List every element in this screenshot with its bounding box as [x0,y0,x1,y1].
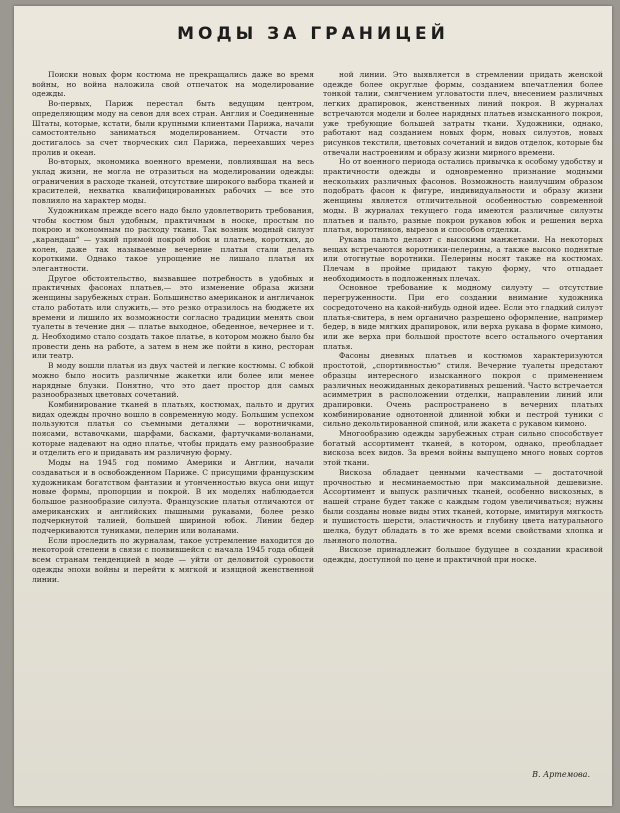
left-column [32,70,314,770]
author-signature: В. Артемова. [532,770,590,779]
paragraph: Во-вторых, экономика военного времени, повлиявшая на весь уклад жизни, не могла не отразиться на моделировании одежды: ограничения в расходе тканей, отсутствие широкого выбора тканей и красителей, нехватка квалифицированных рабочих — все это повлияло на характер моды. [32,157,314,206]
paragraph: Комбинирование тканей в платьях, костюмах, пальто и других видах одежды прочно вошло в современную моду. Большим успехом пользуются платья со съемными деталями — воротничками, поясами, вставочками, шарфами, басками, фартучками-воланами, которые надевают на одно платье, чтобы придать ему разнообразие и отделить его и придавать им различную форму. [32,399,314,458]
paragraph: Фасоны дневных платьев и костюмов характеризуются простотой, „спортивностью“ стиля. Вечерние туалеты предстают образцы интересного изысканного покроя с применением различных неожиданных декоративных решений. Часто встречается асимметрия в расположении отделки, направлении линий или драпировки. Очень распространено в вечерних платьях комбинирование однотонной длинной юбки и пестрой туники с сильно декольтированной спиной, или жакета с рукавом кимоно. [323,351,603,429]
paragraph: В моду вошли платья из двух частей и легкие костюмы. С юбкой можно было носить различные жакетки или более или менее нарядные блузки. Понятно, что это дает простор для самых разнообразных цветовых сочетаний. [32,361,314,400]
paragraph: Во-первых, Париж перестал быть ведущим центром, определяющим моду на севон для всех стран. Англия и Соединенные Штаты, которые, кстати, были крупными клиентами Парижа, начали самостоятельно заниматься моделированием. Отчасти это достигалось за счет творческих сил Парижа, переехавших через пролив и океан. [32,99,314,157]
paragraph: Вискоза обладает ценными качествами — достаточной прочностью и несминаемостью при максимальной дешевизне. Ассортимент и выпуск различных тканей, особенно вискозных, в нашей стране будет также с каждым годом увеличиваться; нужны были созданы новые виды этих тканей, которые, имитируя мягкость и пушистость шерсти, эластичность и глубину цвета натурального шелка, будут обладать в то же время всеми свойствами хлопка и льняного полотна. [323,467,603,545]
paragraph: Художникам прежде всего надо было удовлетворить требования, чтобы костюм был удобным, практичным в носке, простым по покрою и экономным по расходу ткани. Так возник модный силуэт „карандаш“ — узкий прямой покрой юбок и платьев, коротких, до колен, даже так называемые вечерние платья стали делать короткими. Однако такое упрощение не лишало платья их элегантности. [32,205,314,274]
paragraph: Но от военного периода остались привычка к особому удобству и практичности одежды и одновременно признание модными нескольких различных фасонов. Возможность наилучшим образом подобрать фасон к фигуре, индивидуальности и образу жизни женщины является отличительной особенностью современной моды. В журналах текущего года имеются различные силуэты платьев и пальто, разные покрои рукавов юбок и решения верха платья, воротников, вырезов и способов отделки. [323,157,603,235]
paragraph: Моды на 1945 год помимо Америки и Англии, начали создаваться и в освобожденном Париже. С присущими французским художникам богатством фантазии и утонченностью вкуса они ищут новые формы, пропорции и покрой. В их моделях наблюдается большое разнообразие силуэта. Французские платья отличаются от американских и английских пышными рукавами, более резко подчеркнутой талией, большей шириной юбок. Линии бедер подчеркиваются туниками, пелерин или воланами. [32,458,314,536]
right-column [323,70,603,770]
paragraph: Многообразию одежды зарубежных стран сильно способствует богатый ассортимент тканей, в котором, однако, преобладает вискоза всех видов. За время войны выпущено много новых сортов этой ткани. [323,429,603,468]
paragraph: ной линии. Это выявляется в стремлении придать женской одежде более округлые формы, созданием впечатления более тонкой талии, смягчением угловатости плеч, внесением различных легких драпировок, женственных линий покроя. В журналах встречаются модели и более нарядных платьев изысканного покроя, уже требующие большей затраты ткани. Художники, однако, работают над созданием новых форм, новых силуэтов, новых рисунков текстиля, цветовых сочетаний и видов отделок, которые бы отвечали настроениям и образу жизни мирного времени. [323,70,603,157]
paragraph: Вискозе принадлежит большое будущее в создании красивой одежды, доступной по цене и практичной при носке. [323,545,603,565]
paragraph: Поиски новых форм костюма не прекращались даже во время войны, но война наложила свой отпечаток на моделирование одежды. [32,70,314,99]
paragraph: Другое обстоятельство, вызвавшее потребность в удобных и практичных фасонах платьев,— это изменение образа жизни женщины зарубежных стран. Большинство американок и англичанок стало работать или служить,— это резко отразилось на бюджете их времени и лишило их возможности согласно традиции менять свои туалеты в течение дня — платье выходное, обеденное, вечернее и т. д. Необходимо стало создать такое платье, в котором можно было бы провести день на работе, а затем в нем же пойти в кино, ресторан или театр. [32,273,314,361]
paragraph: Рукава пальто делают с высокими манжетами. На некоторых вещах встречаются воротники-пелерины, а также высоко поднятые или отогнутые воротники. Пелерины носят также на костюмах. Плечам в пройме придают такую форму, что отпадает необходимость в подложенных плечах. [323,234,603,283]
paragraph: Если проследить по журналам, такое устремление находится до некоторой степени в связи с появившейся с начала 1945 года общей всем странам тенденцией в моде — уйти от деловитой суровости одежды эпохи войны и перейти к мягкой и изящной женственной линии. [32,535,314,584]
magazine-page [14,6,612,806]
article-title: МОДЫ ЗА ГРАНИЦЕЙ [177,24,449,44]
paragraph: Основное требование к модному силуэту — отсутствие перегруженности. При его создании внимание художника сосредоточено на какой-нибудь одной идее. Если это гладкий силуэт платья-свитера, в нем органично разрешено оформление, например бедер, в виде мягких драпировок, или верха рукава в форме кимоно, или же верха при большой простоте всего остального очертания платья. [323,283,603,351]
